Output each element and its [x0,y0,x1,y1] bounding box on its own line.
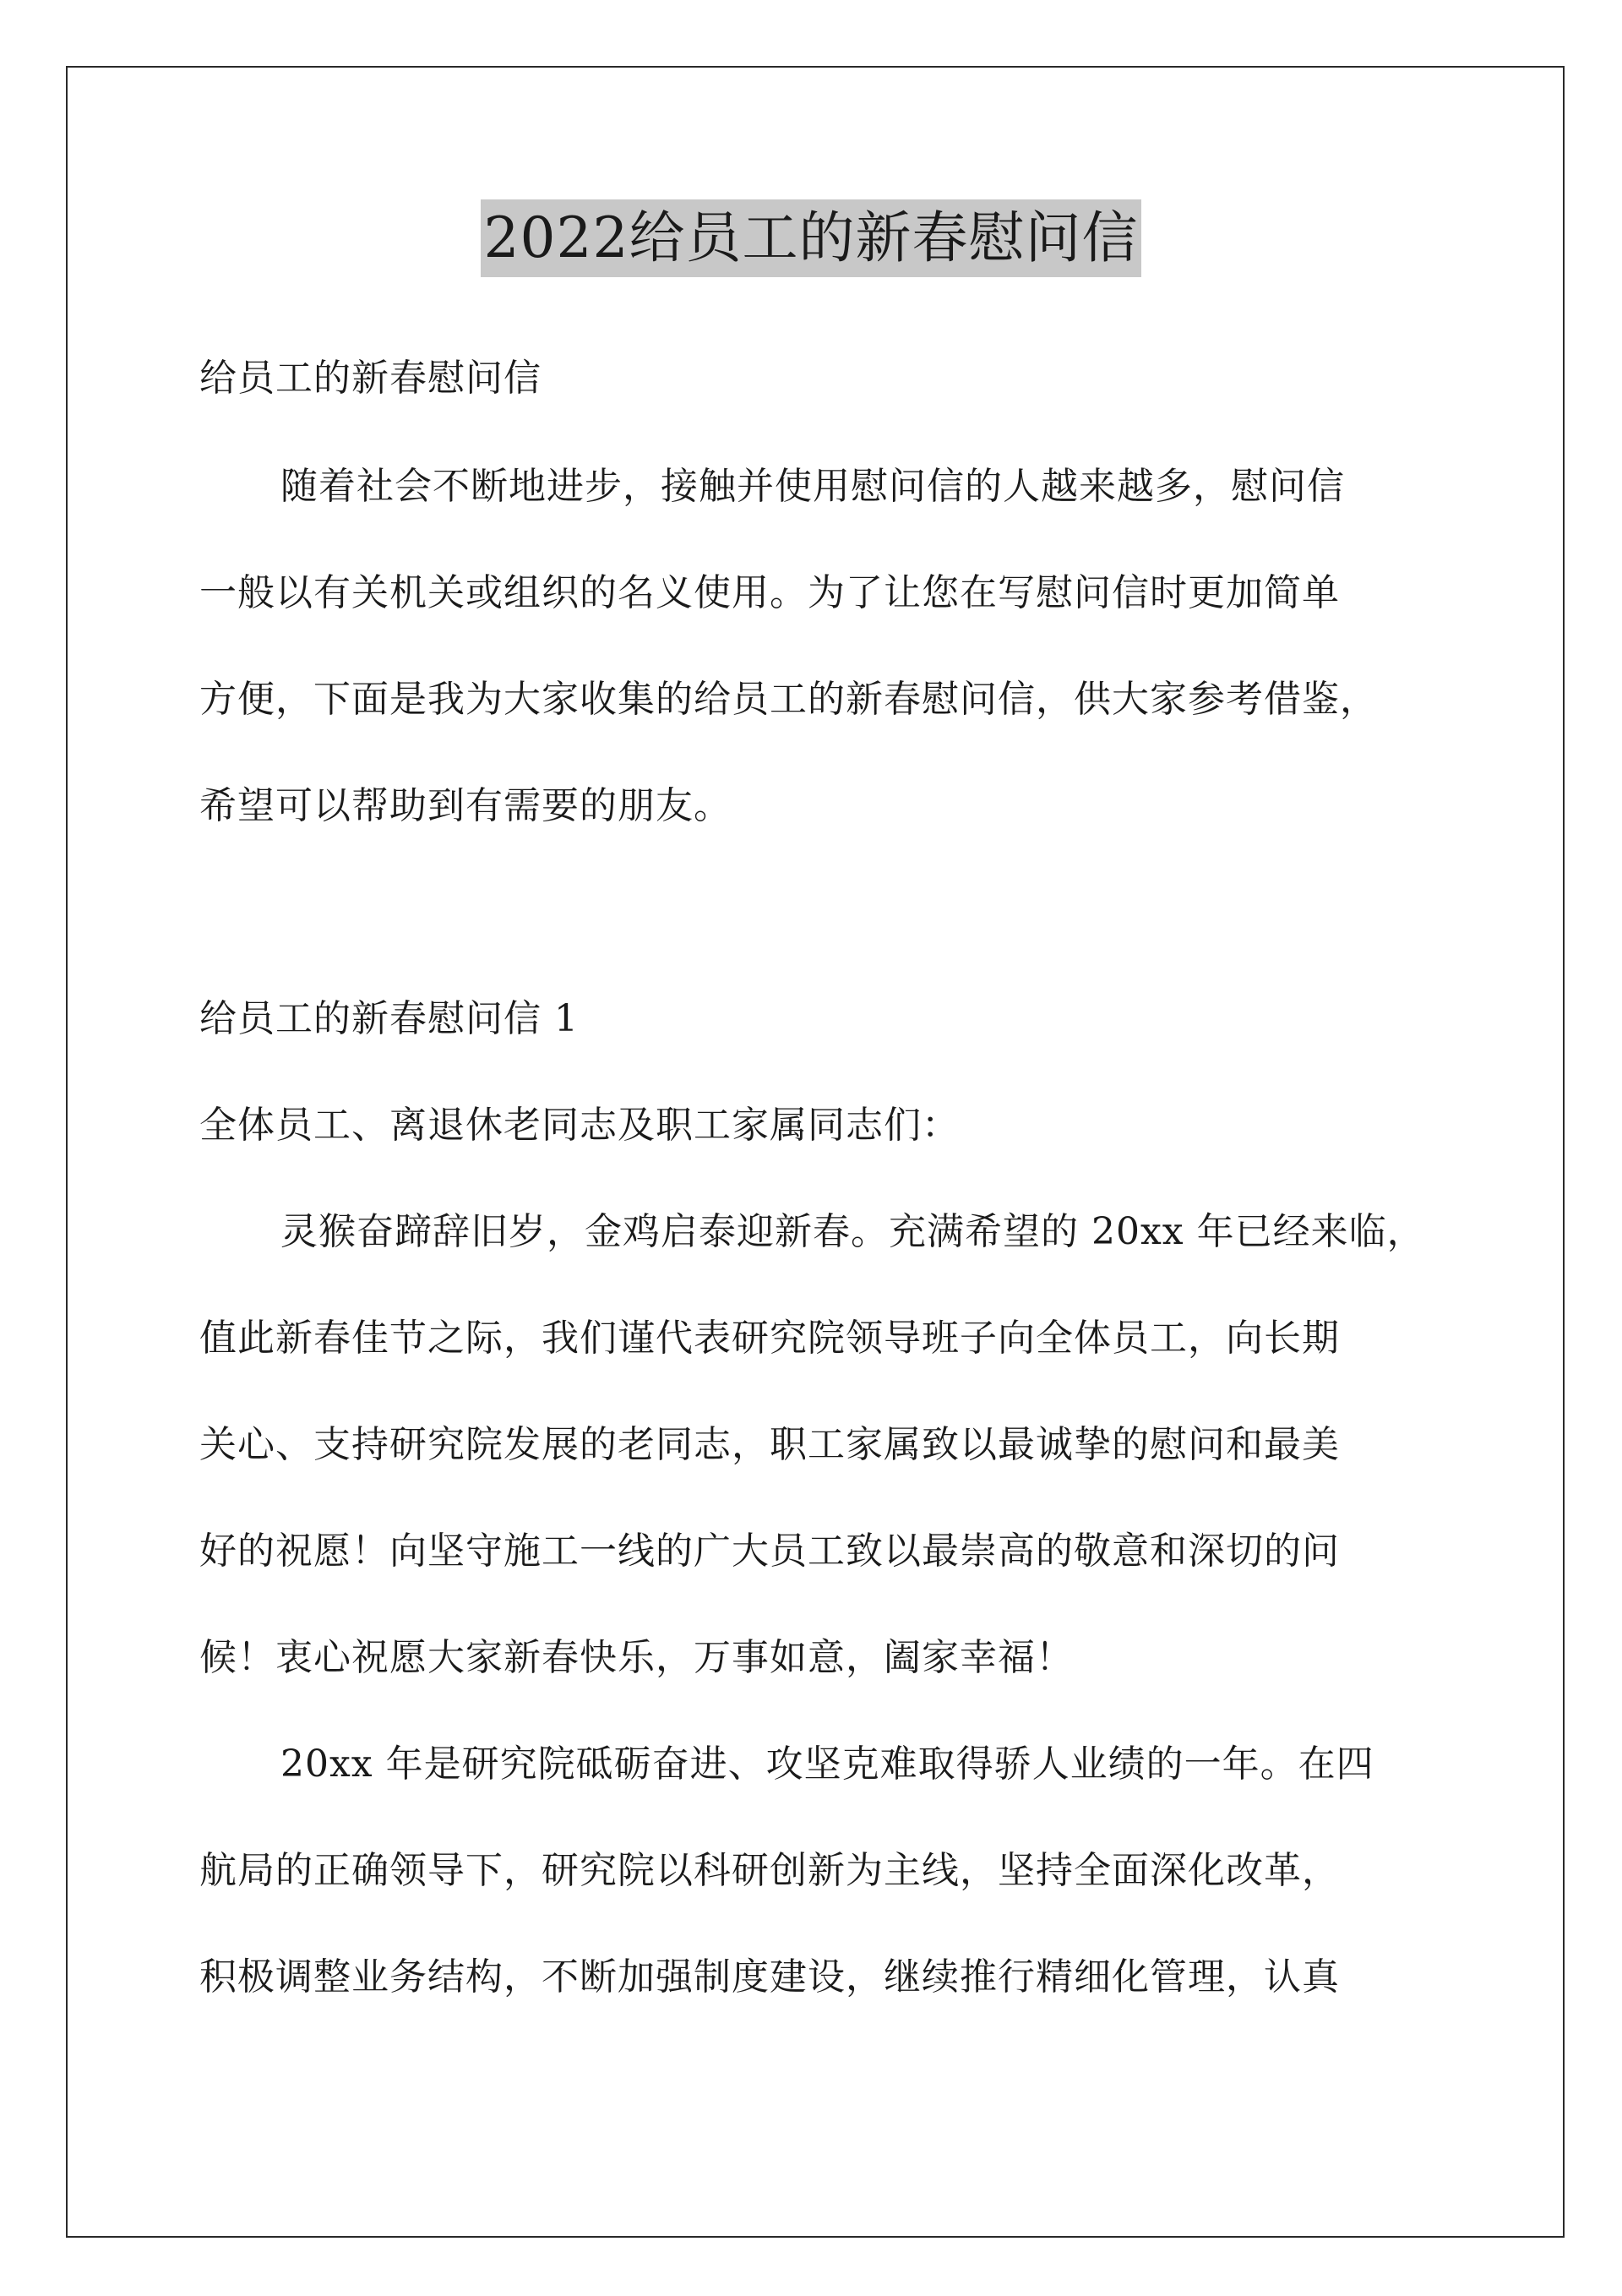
title-container [0,199,1622,277]
intro-line-2: 一般以有关机关或组织的名义使用。为了让您在写慰问信时更加简单 [199,571,1340,614]
intro-line-1: 随着社会不断地进步，接触并使用慰问信的人越来越多，慰问信 [280,465,1345,508]
body-line-7: 航局的正确领导下，研究院以科研创新为主线，坚持全面深化改革， [199,1849,1340,1892]
body-line-2: 值此新春佳节之际，我们谨代表研究院领导班子向全体员工，向长期 [199,1317,1340,1360]
intro-line-4: 希望可以帮助到有需要的朋友。 [199,784,732,827]
subtitle-line: 给员工的新春慰问信 [199,357,542,400]
body-line-3: 关心、支持研究院发展的老同志，职工家属致以最诚挚的慰问和最美 [199,1423,1340,1466]
salutation-line: 全体员工、离退休老同志及职工家属同志们： [199,1104,960,1147]
body-line-8: 积极调整业务结构，不断加强制度建设，继续推行精细化管理，认真 [199,1955,1340,1999]
body-line-5: 候！衷心祝愿大家新春快乐，万事如意，阖家幸福！ [199,1636,1074,1679]
body-line-4: 好的祝愿！向坚守施工一线的广大员工致以最崇高的敬意和深切的问 [199,1530,1340,1573]
document-title: 2022给员工的新春慰问信 [481,199,1142,277]
body-line-1: 灵猴奋蹄辞旧岁，金鸡启泰迎新春。充满希望的 20xx 年已经来临， [280,1210,1425,1253]
section-heading-1: 给员工的新春慰问信 1 [199,997,579,1040]
body-line-6: 20xx 年是研究院砥砺奋进、攻坚克难取得骄人业绩的一年。在四 [280,1742,1374,1786]
intro-line-3: 方便，下面是我为大家收集的给员工的新春慰问信，供大家参考借鉴， [199,678,1378,721]
